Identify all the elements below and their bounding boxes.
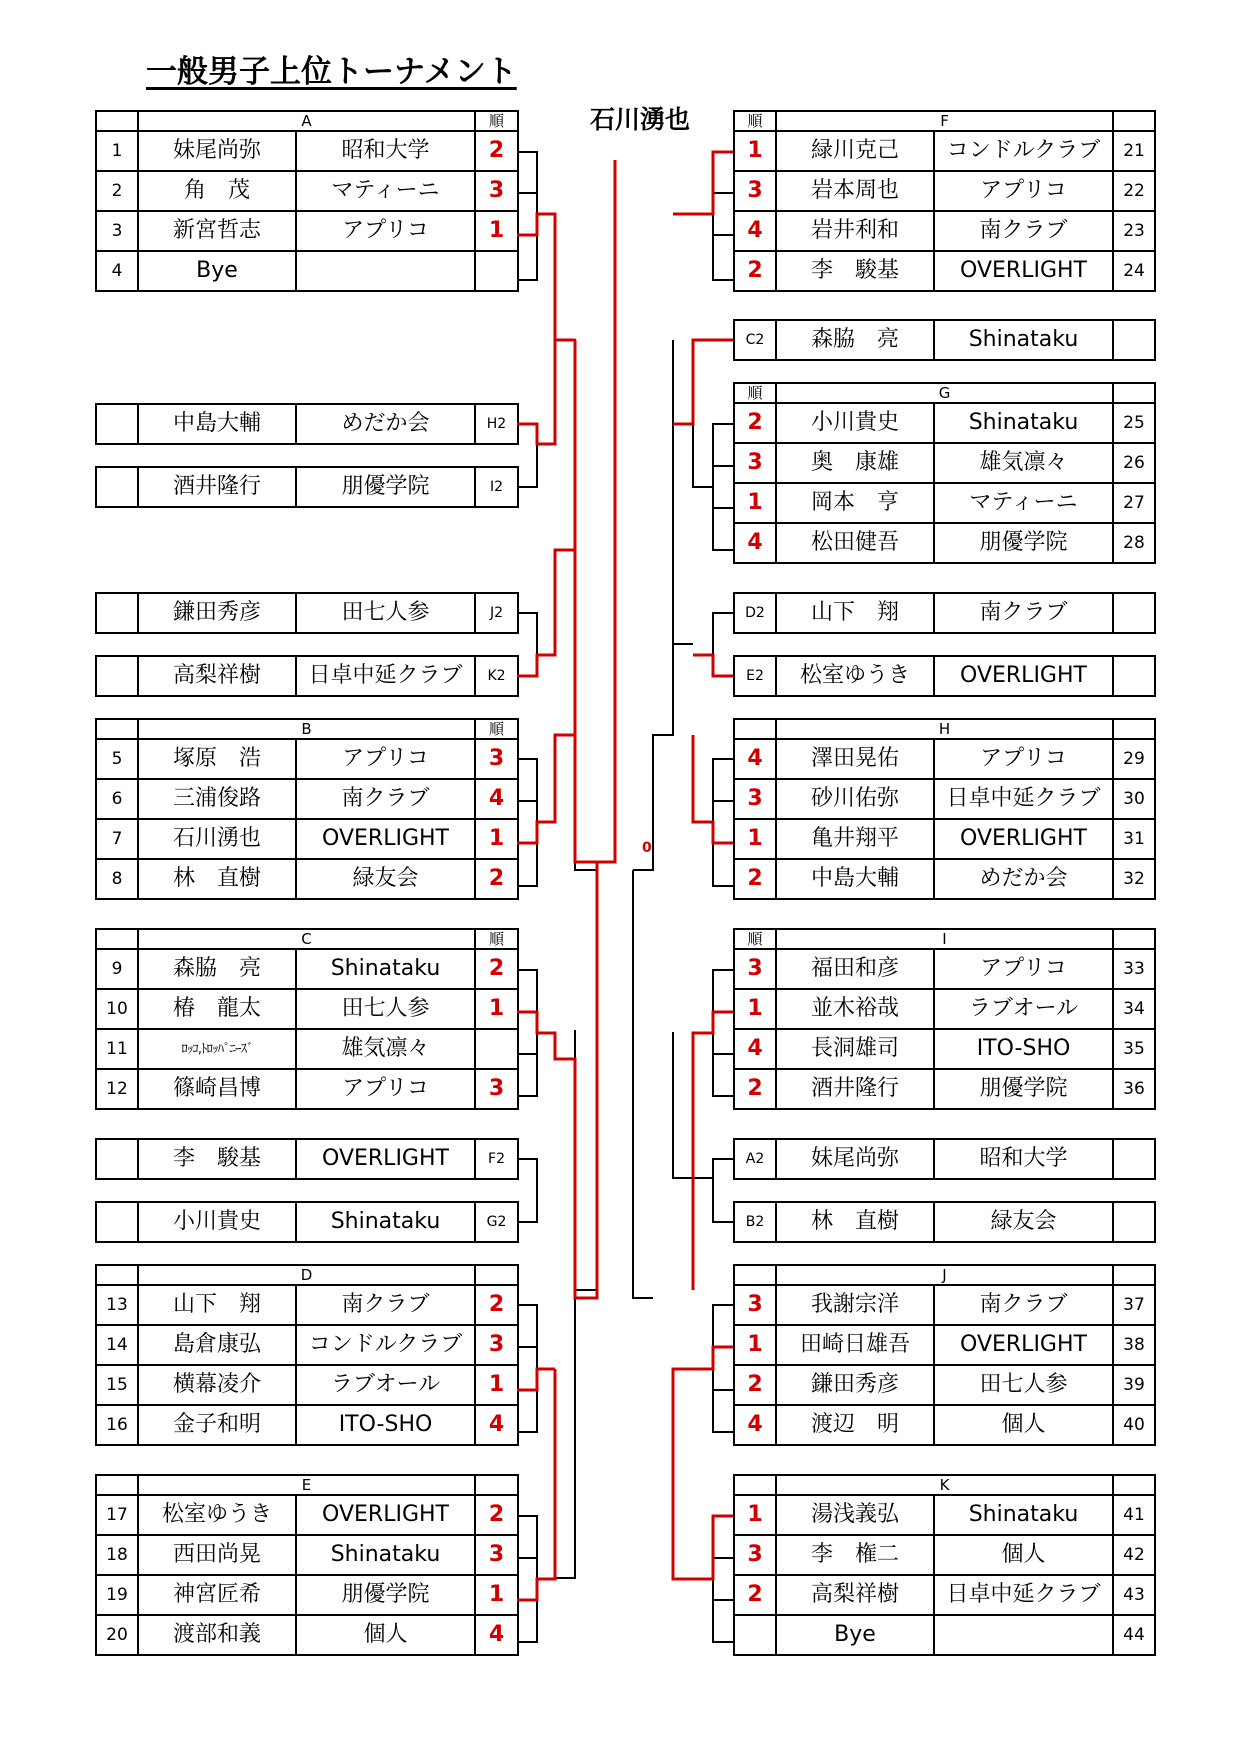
group-rank: 4 (475, 1615, 518, 1655)
table-row (734, 483, 1155, 523)
player-name: ﾛｯｺ,ﾄﾛｯﾊﾟﾆｰｽﾞ (138, 1029, 296, 1069)
entry-number: 35 (1113, 1029, 1155, 1069)
table-row (734, 859, 1155, 899)
entry-number: 41 (1113, 1495, 1155, 1535)
seed-entry-i2 (95, 466, 519, 508)
group-rank: 4 (734, 1029, 776, 1069)
entry-number: 15 (96, 1365, 138, 1405)
entry-number: 13 (96, 1285, 138, 1325)
group-rank: 1 (475, 211, 518, 251)
group-rank: 4 (734, 739, 776, 779)
table-row (96, 1615, 518, 1655)
rank-header: 順 (734, 929, 776, 949)
entry-number: 5 (96, 739, 138, 779)
club-name: めだか会 (296, 404, 475, 444)
player-name: 松田健吾 (776, 523, 934, 563)
club-name: 緑友会 (296, 859, 475, 899)
club-name: 田七人参 (296, 593, 475, 633)
entry-number: 38 (1113, 1325, 1155, 1365)
group-a-table (95, 110, 519, 292)
club-name: 日卓中延クラブ (296, 656, 475, 696)
table-row (734, 739, 1155, 779)
group-rank: 3 (475, 1069, 518, 1109)
group-rank: 1 (734, 1495, 776, 1535)
seed-code: B2 (734, 1202, 776, 1242)
table-row (734, 523, 1155, 563)
seed-code: E2 (734, 656, 776, 696)
seed-code: K2 (475, 656, 518, 696)
bracket-lines-black (517, 152, 733, 1642)
club-name: 個人 (934, 1535, 1113, 1575)
player-name: 金子和明 (138, 1405, 296, 1445)
club-name: 田七人参 (934, 1365, 1113, 1405)
player-name: 李 駿基 (138, 1139, 296, 1179)
club-name: マティーニ (934, 483, 1113, 523)
club-name: 昭和大学 (934, 1139, 1113, 1179)
player-name: 森脇 亮 (138, 949, 296, 989)
seed-entry-j2 (95, 592, 519, 634)
group-rank: 2 (475, 949, 518, 989)
group-label: C (138, 929, 475, 949)
group-rank: 3 (475, 1325, 518, 1365)
group-d-table (95, 1264, 519, 1446)
player-name: 岡本 亨 (776, 483, 934, 523)
group-rank: 2 (475, 131, 518, 171)
club-name: 個人 (934, 1405, 1113, 1445)
player-name: 小川貴史 (776, 403, 934, 443)
player-name: 長洞雄司 (776, 1029, 934, 1069)
player-name: 酒井隆行 (776, 1069, 934, 1109)
club-name: コンドルクラブ (934, 131, 1113, 171)
player-name: 西田尚晃 (138, 1535, 296, 1575)
group-rank: 2 (734, 1069, 776, 1109)
club-name: 南クラブ (296, 779, 475, 819)
group-rank: 2 (734, 1575, 776, 1615)
group-h-table (733, 718, 1156, 900)
entry-number: 33 (1113, 949, 1155, 989)
player-name: 中島大輔 (138, 404, 296, 444)
table-row (734, 403, 1155, 443)
table-row (96, 859, 518, 899)
table-row (734, 1495, 1155, 1535)
group-rank: 1 (475, 819, 518, 859)
table-row (96, 1285, 518, 1325)
group-rank: 1 (734, 483, 776, 523)
entry-number: 31 (1113, 819, 1155, 859)
club-name: 雄気凛々 (296, 1029, 475, 1069)
champion-name: 石川湧也 (589, 105, 690, 134)
entry-number: 10 (96, 989, 138, 1029)
player-name: Bye (138, 251, 296, 291)
player-name: 小川貴史 (138, 1202, 296, 1242)
player-name: 島倉康弘 (138, 1325, 296, 1365)
group-rank: 1 (734, 989, 776, 1029)
player-name: 角 茂 (138, 171, 296, 211)
table-row (734, 989, 1155, 1029)
club-name: アプリコ (934, 949, 1113, 989)
table-row (734, 1405, 1155, 1445)
club-name: コンドルクラブ (296, 1325, 475, 1365)
club-name (934, 1615, 1113, 1655)
club-name: OVERLIGHT (934, 656, 1113, 696)
table-row (734, 1069, 1155, 1109)
table-row (734, 131, 1155, 171)
seed-entry-k2 (95, 655, 519, 697)
entry-number: 43 (1113, 1575, 1155, 1615)
table-row (734, 1615, 1155, 1655)
club-name: OVERLIGHT (296, 819, 475, 859)
group-rank: 3 (734, 779, 776, 819)
player-name: 林 直樹 (776, 1202, 934, 1242)
club-name: ラブオール (296, 1365, 475, 1405)
group-rank: 1 (734, 131, 776, 171)
entry-number: 1 (96, 131, 138, 171)
group-rank: 3 (475, 1535, 518, 1575)
club-name: マティーニ (296, 171, 475, 211)
player-name: 塚原 浩 (138, 739, 296, 779)
table-row (96, 1535, 518, 1575)
rank-header: 順 (734, 111, 776, 131)
group-rank (734, 1615, 776, 1655)
group-f-table (733, 110, 1156, 292)
group-rank: 2 (734, 859, 776, 899)
entry-number: 24 (1113, 251, 1155, 291)
player-name: 李 権二 (776, 1535, 934, 1575)
group-rank: 2 (734, 251, 776, 291)
sheet-title: 一般男子上位トーナメント (146, 54, 517, 90)
entry-number: 42 (1113, 1535, 1155, 1575)
group-j-table (733, 1264, 1156, 1446)
club-name: 緑友会 (934, 1202, 1113, 1242)
player-name: 並木裕哉 (776, 989, 934, 1029)
player-name: 我謝宗洋 (776, 1285, 934, 1325)
club-name: 日卓中延クラブ (934, 1575, 1113, 1615)
player-name: 山下 翔 (776, 593, 934, 633)
club-name: OVERLIGHT (934, 1325, 1113, 1365)
player-name: 妹尾尚弥 (776, 1139, 934, 1179)
table-row (734, 251, 1155, 291)
group-k-table (733, 1474, 1156, 1656)
entry-number: 23 (1113, 211, 1155, 251)
club-name: アプリコ (296, 739, 475, 779)
entry-number: 8 (96, 859, 138, 899)
table-row (96, 1575, 518, 1615)
player-name: 山下 翔 (138, 1285, 296, 1325)
player-name: 岩本周也 (776, 171, 934, 211)
group-rank (475, 251, 518, 291)
entry-number: 7 (96, 819, 138, 859)
group-rank: 4 (734, 211, 776, 251)
player-name: 湯浅義弘 (776, 1495, 934, 1535)
player-name: 中島大輔 (776, 859, 934, 899)
table-row (734, 211, 1155, 251)
seed-code: A2 (734, 1139, 776, 1179)
entry-number: 14 (96, 1325, 138, 1365)
club-name: 南クラブ (934, 211, 1113, 251)
group-rank: 4 (734, 1405, 776, 1445)
entry-number: 21 (1113, 131, 1155, 171)
seed-entry-e2 (733, 655, 1156, 697)
group-rank: 1 (475, 1575, 518, 1615)
player-name: 岩井利和 (776, 211, 934, 251)
group-rank: 3 (475, 739, 518, 779)
club-name: OVERLIGHT (296, 1495, 475, 1535)
group-rank (475, 1029, 518, 1069)
player-name: 高梨祥樹 (138, 656, 296, 696)
rank-header: 順 (734, 383, 776, 403)
seed-entry-g2 (95, 1201, 519, 1243)
table-row (734, 1365, 1155, 1405)
player-name: 篠崎昌博 (138, 1069, 296, 1109)
table-row (96, 819, 518, 859)
group-label: D (138, 1265, 475, 1285)
entry-number: 40 (1113, 1405, 1155, 1445)
player-name: 田崎日雄吾 (776, 1325, 934, 1365)
seed-code: J2 (475, 593, 518, 633)
club-name: ITO-SHO (934, 1029, 1113, 1069)
seed-code: D2 (734, 593, 776, 633)
entry-number: 39 (1113, 1365, 1155, 1405)
club-name: 個人 (296, 1615, 475, 1655)
table-row (96, 989, 518, 1029)
club-name: Shinataku (296, 1535, 475, 1575)
group-b-table (95, 718, 519, 900)
bracket-lines-red (517, 152, 733, 1600)
entry-number: 32 (1113, 859, 1155, 899)
group-rank: 2 (475, 859, 518, 899)
club-name: アプリコ (296, 211, 475, 251)
club-name: ITO-SHO (296, 1405, 475, 1445)
entry-number: 26 (1113, 443, 1155, 483)
player-name: 松室ゆうき (776, 656, 934, 696)
player-name: 森脇 亮 (776, 320, 934, 360)
player-name: 奥 康雄 (776, 443, 934, 483)
player-name: 林 直樹 (138, 859, 296, 899)
club-name: OVERLIGHT (934, 251, 1113, 291)
club-name (296, 251, 475, 291)
table-row (96, 949, 518, 989)
player-name: 澤田晃佑 (776, 739, 934, 779)
club-name: OVERLIGHT (296, 1139, 475, 1179)
club-name: 南クラブ (934, 1285, 1113, 1325)
group-label: A (138, 111, 475, 131)
entry-number: 25 (1113, 403, 1155, 443)
table-row (734, 1029, 1155, 1069)
group-label: J (776, 1265, 1113, 1285)
group-rank: 2 (734, 403, 776, 443)
club-name: 南クラブ (934, 593, 1113, 633)
group-label: G (776, 383, 1113, 403)
club-name: アプリコ (934, 171, 1113, 211)
table-row (734, 171, 1155, 211)
seed-entry-d2 (733, 592, 1156, 634)
group-c-table (95, 928, 519, 1110)
table-row (96, 1325, 518, 1365)
player-name: 酒井隆行 (138, 467, 296, 507)
entry-number: 34 (1113, 989, 1155, 1029)
table-row (734, 1535, 1155, 1575)
group-g-table (733, 382, 1156, 564)
table-row (96, 1029, 518, 1069)
club-name: 田七人参 (296, 989, 475, 1029)
group-rank: 1 (734, 819, 776, 859)
table-row (96, 171, 518, 211)
club-name: 南クラブ (296, 1285, 475, 1325)
table-row (96, 739, 518, 779)
player-name: 亀井翔平 (776, 819, 934, 859)
table-row (734, 819, 1155, 859)
group-label: E (138, 1475, 475, 1495)
table-row (96, 131, 518, 171)
group-rank: 3 (734, 443, 776, 483)
club-name: Shinataku (296, 1202, 475, 1242)
entry-number: 6 (96, 779, 138, 819)
rank-header: 順 (475, 111, 518, 131)
player-name: 渡辺 明 (776, 1405, 934, 1445)
player-name: 三浦俊路 (138, 779, 296, 819)
player-name: 妹尾尚弥 (138, 131, 296, 171)
seed-entry-c2 (733, 319, 1156, 361)
club-name: アプリコ (296, 1069, 475, 1109)
entry-number: 17 (96, 1495, 138, 1535)
seed-entry-f2 (95, 1138, 519, 1180)
table-row (734, 1575, 1155, 1615)
group-rank: 2 (475, 1285, 518, 1325)
club-name: Shinataku (934, 1495, 1113, 1535)
club-name: 朋優学院 (934, 523, 1113, 563)
group-label: H (776, 719, 1113, 739)
club-name: めだか会 (934, 859, 1113, 899)
table-row (96, 779, 518, 819)
group-rank: 3 (734, 949, 776, 989)
table-row (734, 443, 1155, 483)
group-rank: 3 (734, 1535, 776, 1575)
group-i-table (733, 928, 1156, 1110)
table-row (734, 949, 1155, 989)
seed-code: C2 (734, 320, 776, 360)
entry-number: 22 (1113, 171, 1155, 211)
table-row (96, 211, 518, 251)
entry-number: 2 (96, 171, 138, 211)
club-name: 朋優学院 (934, 1069, 1113, 1109)
club-name: Shinataku (296, 949, 475, 989)
player-name: 松室ゆうき (138, 1495, 296, 1535)
group-label: F (776, 111, 1113, 131)
entry-number: 12 (96, 1069, 138, 1109)
club-name: Shinataku (934, 403, 1113, 443)
entry-number: 3 (96, 211, 138, 251)
group-label: K (776, 1475, 1113, 1495)
table-row (96, 251, 518, 291)
entry-number: 9 (96, 949, 138, 989)
entry-number: 37 (1113, 1285, 1155, 1325)
table-row (96, 1405, 518, 1445)
club-name: 朋優学院 (296, 1575, 475, 1615)
seed-code: F2 (475, 1139, 518, 1179)
group-rank: 3 (734, 1285, 776, 1325)
club-name: ラブオール (934, 989, 1113, 1029)
club-name: 昭和大学 (296, 131, 475, 171)
table-row (96, 1495, 518, 1535)
group-rank: 3 (475, 171, 518, 211)
entry-number: 11 (96, 1029, 138, 1069)
entry-number: 29 (1113, 739, 1155, 779)
seed-entry-h2 (95, 403, 519, 445)
player-name: 渡部和義 (138, 1615, 296, 1655)
seed-entry-b2 (733, 1201, 1156, 1243)
table-row (734, 1325, 1155, 1365)
club-name: アプリコ (934, 739, 1113, 779)
group-rank: 2 (734, 1365, 776, 1405)
entry-number: 20 (96, 1615, 138, 1655)
group-rank: 4 (475, 779, 518, 819)
player-name: 李 駿基 (776, 251, 934, 291)
group-rank: 1 (475, 1365, 518, 1405)
rank-header: 順 (475, 719, 518, 739)
table-row (734, 779, 1155, 819)
player-name: 横幕凌介 (138, 1365, 296, 1405)
rank-header: 順 (475, 929, 518, 949)
player-name: 福田和彦 (776, 949, 934, 989)
club-name: 日卓中延クラブ (934, 779, 1113, 819)
player-name: 鎌田秀彦 (776, 1365, 934, 1405)
group-rank: 3 (734, 171, 776, 211)
group-label: I (776, 929, 1113, 949)
group-e-table (95, 1474, 519, 1656)
player-name: 神宮匠希 (138, 1575, 296, 1615)
player-name: 緑川克己 (776, 131, 934, 171)
player-name: 石川湧也 (138, 819, 296, 859)
player-name: 鎌田秀彦 (138, 593, 296, 633)
player-name: 新宮哲志 (138, 211, 296, 251)
entry-number: 44 (1113, 1615, 1155, 1655)
entry-number: 4 (96, 251, 138, 291)
group-label: B (138, 719, 475, 739)
entry-number: 16 (96, 1405, 138, 1445)
group-rank: 1 (734, 1325, 776, 1365)
entry-number: 36 (1113, 1069, 1155, 1109)
club-name: OVERLIGHT (934, 819, 1113, 859)
group-rank: 4 (475, 1405, 518, 1445)
table-row (96, 1365, 518, 1405)
entry-number: 30 (1113, 779, 1155, 819)
final-score: 0 (642, 840, 652, 856)
group-rank: 2 (475, 1495, 518, 1535)
entry-number: 28 (1113, 523, 1155, 563)
club-name: 雄気凛々 (934, 443, 1113, 483)
group-rank: 1 (475, 989, 518, 1029)
entry-number: 19 (96, 1575, 138, 1615)
entry-number: 18 (96, 1535, 138, 1575)
entry-number: 27 (1113, 483, 1155, 523)
seed-code: I2 (475, 467, 518, 507)
seed-code: H2 (475, 404, 518, 444)
seed-code: G2 (475, 1202, 518, 1242)
player-name: Bye (776, 1615, 934, 1655)
club-name: 朋優学院 (296, 467, 475, 507)
club-name: Shinataku (934, 320, 1113, 360)
player-name: 高梨祥樹 (776, 1575, 934, 1615)
player-name: 椿 龍太 (138, 989, 296, 1029)
table-row (96, 1069, 518, 1109)
seed-entry-a2 (733, 1138, 1156, 1180)
player-name: 砂川佑弥 (776, 779, 934, 819)
table-row (734, 1285, 1155, 1325)
group-rank: 4 (734, 523, 776, 563)
